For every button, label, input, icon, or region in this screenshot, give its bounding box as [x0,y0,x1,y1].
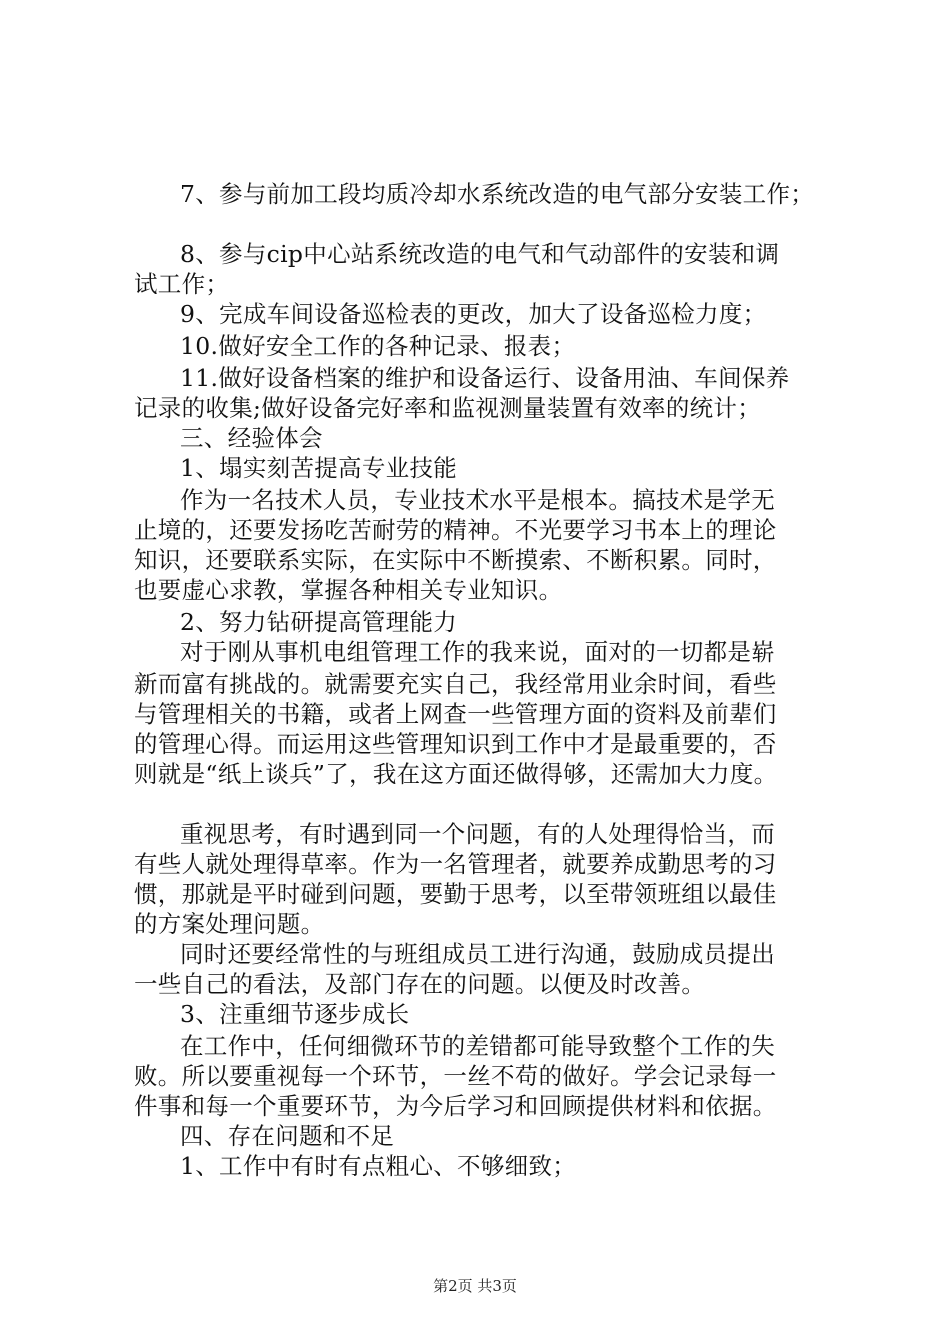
text-line: 作为一名技术人员，专业技术水平是根本。搞技术是学无 [180,486,775,514]
section-heading: 四、存在问题和不足 [180,1122,395,1150]
text-line: 的方案处理问题。 [134,910,325,938]
text-line: 败。所以要重视每一个环节，一丝不苟的做好。学会记录每一 [134,1062,777,1090]
text-line: 11.做好设备档案的维护和设备运行、设备用油、车间保养 [180,364,790,392]
subsection-heading: 1、塌实刻苦提高专业技能 [180,454,458,482]
text-line: 与管理相关的书籍，或者上网查一些管理方面的资料及前辈们 [134,700,777,728]
text-line: 则就是“纸上谈兵”了，我在这方面还做得够，还需加大力度。 [134,760,778,788]
text-line: 的管理心得。而运用这些管理知识到工作中才是最重要的，否 [134,730,777,758]
text-line: 一些自己的看法，及部门存在的问题。以便及时改善。 [134,970,706,998]
text-line: 对于刚从事机电组管理工作的我来说，面对的一切都是崭 [180,638,775,666]
text-line: 记录的收集;做好设备完好率和监视测量装置有效率的统计； [134,394,762,422]
text-line: 10.做好安全工作的各种记录、报表； [180,332,576,360]
text-line: 件事和每一个重要环节，为今后学习和回顾提供材料和依据。 [134,1092,777,1120]
text-line: 止境的，还要发扬吃苦耐劳的精神。不光要学习书本上的理论 [134,516,777,544]
text-line: 在工作中，任何细微环节的差错都可能导致整个工作的失 [180,1032,775,1060]
text-line: 惯，那就是平时碰到问题，要勤于思考，以至带领班组以最佳 [134,880,777,908]
text-line: 试工作； [134,270,230,298]
text-line: 新而富有挑战的。就需要充实自己，我经常用业余时间，看些 [134,670,777,698]
text-line: 7、参与前加工段均质冷却水系统改造的电气部分安装工作； [180,180,815,208]
text-line: 有些人就处理得草率。作为一名管理者，就要养成勤思考的习 [134,850,777,878]
text-line: 1、工作中有时有点粗心、不够细致； [180,1152,577,1180]
text-line: 同时还要经常性的与班组成员工进行沟通，鼓励成员提出 [180,940,775,968]
text-line: 重视思考，有时遇到同一个问题，有的人处理得恰当，而 [180,820,775,848]
text-line: 也要虚心求教，掌握各种相关专业知识。 [134,576,563,604]
subsection-heading: 2、努力钻研提高管理能力 [180,608,458,636]
text-line: 9、完成车间设备巡检表的更改，加大了设备巡检力度； [180,300,767,328]
subsection-heading: 3、注重细节逐步成长 [180,1000,410,1028]
text-line: 8、参与cip中心站系统改造的电气和气动部件的安装和调 [180,240,780,268]
page-footer: 第2页 共3页 [433,1277,517,1295]
section-heading: 三、经验体会 [180,424,323,452]
text-line: 知识，还要联系实际，在实际中不断摸索、不断积累。同时， [134,546,777,574]
